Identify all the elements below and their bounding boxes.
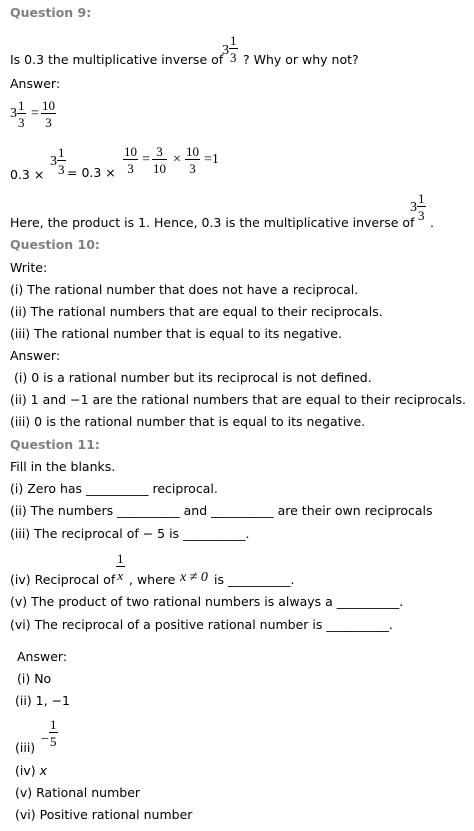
q11-answer-iv-var: x xyxy=(39,763,48,778)
q11-intro: Fill in the blanks. xyxy=(10,459,116,474)
q10-item-ii: (ii) The rational numbers that are equal to their reciprocals. xyxy=(10,304,383,319)
q9-conclusion-text: Here, the product is 1. Hence, 0.3 is the multiplicative inverse of xyxy=(10,215,415,230)
q9-line1-fraction: 1 3 xyxy=(18,98,25,130)
question-10-heading: Question 10: xyxy=(10,237,100,252)
q11-answer-i: (i) No xyxy=(17,671,52,686)
q10-intro: Write: xyxy=(10,260,48,275)
q9-line2-prefix: 0.3 × xyxy=(10,167,45,182)
q11-answer-iii-sign: − xyxy=(41,732,49,747)
q9-line1-improper: 10 3 xyxy=(42,98,55,130)
question-9-heading: Question 9: xyxy=(10,5,92,20)
q11-answer-ii: (ii) 1, −1 xyxy=(15,693,70,708)
q11-item-iii: (iii) The reciprocal of − 5 is __________. xyxy=(10,526,250,541)
q9-product-f1: 10 3 xyxy=(124,144,137,176)
q9-question-text: Is 0.3 the multiplicative inverse of xyxy=(10,52,224,67)
q9-question-suffix: ? Why or why not? xyxy=(243,52,359,67)
q9-product-f2: 3 10 xyxy=(153,144,166,176)
q9-product-f3: 10 3 xyxy=(186,144,199,176)
q11-item-iv-fraction: 1 x xyxy=(117,551,124,583)
q11-answer-label: Answer: xyxy=(17,649,68,664)
q11-item-i: (i) Zero has __________ reciprocal. xyxy=(10,481,218,496)
q9-product-result: =1 xyxy=(204,152,219,167)
q11-item-iv-condition: x ≠ 0 xyxy=(180,570,208,585)
q9-answer-label: Answer: xyxy=(10,76,61,91)
q9-mixed-fraction: 1 3 xyxy=(230,33,237,65)
q10-answer-ii: (ii) 1 and −1 are the rational numbers that are equal to their reciprocals. xyxy=(10,392,466,407)
q9-mixed-whole: 3 xyxy=(222,43,229,58)
q11-item-iv-where: , where xyxy=(129,572,176,587)
q9-conclusion-fraction: 1 3 xyxy=(418,191,425,223)
q10-item-i: (i) The rational number that does not have a reciprocal. xyxy=(10,282,359,297)
q9-conclusion-period: . xyxy=(430,215,434,230)
q11-item-vi: (vi) The reciprocal of a positive rational number is __________. xyxy=(10,617,393,632)
q11-answer-iv xyxy=(15,765,47,778)
q9-conclusion-whole: 3 xyxy=(410,200,417,215)
question-11-heading: Question 11: xyxy=(10,437,100,452)
q11-item-v: (v) The product of two rational numbers is always a __________. xyxy=(10,594,404,609)
q11-item-iv-text: (iv) Reciprocal of xyxy=(10,572,116,587)
q9-product-eq: = xyxy=(142,152,150,167)
q11-answer-iii-label: (iii) xyxy=(15,740,36,755)
q11-answer-iii-fraction: 1 5 xyxy=(50,717,57,749)
q9-line2-whole: 3 xyxy=(50,154,57,169)
q10-answer-i: (i) 0 is a rational number but its reciprocal is not defined. xyxy=(14,370,372,385)
q9-line1-whole: 3 xyxy=(10,106,17,121)
q11-answer-vi: (vi) Positive rational number xyxy=(15,807,193,822)
q11-answer-v: (v) Rational number xyxy=(15,785,141,800)
q11-item-iv-blank: is __________. xyxy=(214,572,295,587)
q10-answer-iii: (iii) 0 is the rational number that is equal to its negative. xyxy=(10,414,366,429)
q9-product-times: × xyxy=(173,152,181,167)
q11-item-ii: (ii) The numbers __________ and __________ are their own reciprocals xyxy=(10,503,433,518)
q9-line2-mid: = 0.3 × xyxy=(67,165,116,180)
q10-item-iii: (iii) The rational number that is equal to its negative. xyxy=(10,326,342,341)
q10-answer-label: Answer: xyxy=(10,348,61,363)
q11-answer-iv-label: (iv) xyxy=(15,763,36,778)
q9-line2-fraction: 1 3 xyxy=(58,145,65,177)
q9-line1-eq: = xyxy=(31,106,39,121)
